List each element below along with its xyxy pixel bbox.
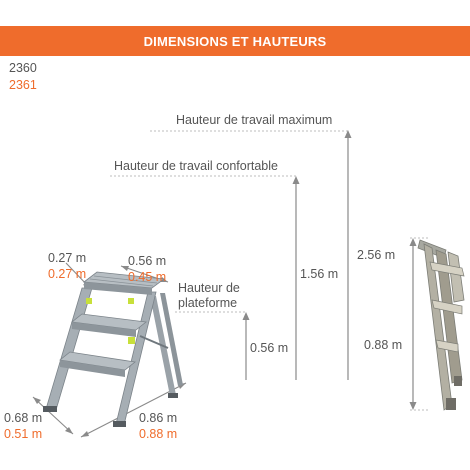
- top-width-2361: 0.45 m: [128, 270, 167, 284]
- section-header: DIMENSIONS ET HAUTEURS: [0, 26, 470, 56]
- top-depth-2361: 0.27 m: [48, 267, 87, 281]
- model-code-2361: 2361: [9, 78, 37, 92]
- comfort-work-height-label: Hauteur de travail confortable: [114, 159, 278, 173]
- base-depth-2360: 0.86 m: [139, 411, 178, 425]
- stepladder-illustration: [43, 272, 183, 427]
- folded-ladder-illustration: [418, 240, 464, 410]
- top-width-2360: 0.56 m: [128, 254, 167, 268]
- comfort-work-height-value: 1.56 m: [300, 267, 339, 281]
- base-width-2361: 0.51 m: [4, 427, 43, 441]
- folded-height-value: 0.88 m: [364, 338, 403, 352]
- model-code-2360: 2360: [9, 61, 37, 75]
- base-width-2360: 0.68 m: [4, 411, 43, 425]
- top-depth-2360: 0.27 m: [48, 251, 87, 265]
- platform-height-value: 0.56 m: [250, 341, 289, 355]
- max-work-height-value: 2.56 m: [357, 248, 396, 262]
- base-depth-2361: 0.88 m: [139, 427, 178, 441]
- max-work-height-label: Hauteur de travail maximum: [176, 113, 333, 127]
- platform-height-label-line1: Hauteur de: [178, 281, 240, 295]
- platform-height-label-line2: plateforme: [178, 296, 238, 310]
